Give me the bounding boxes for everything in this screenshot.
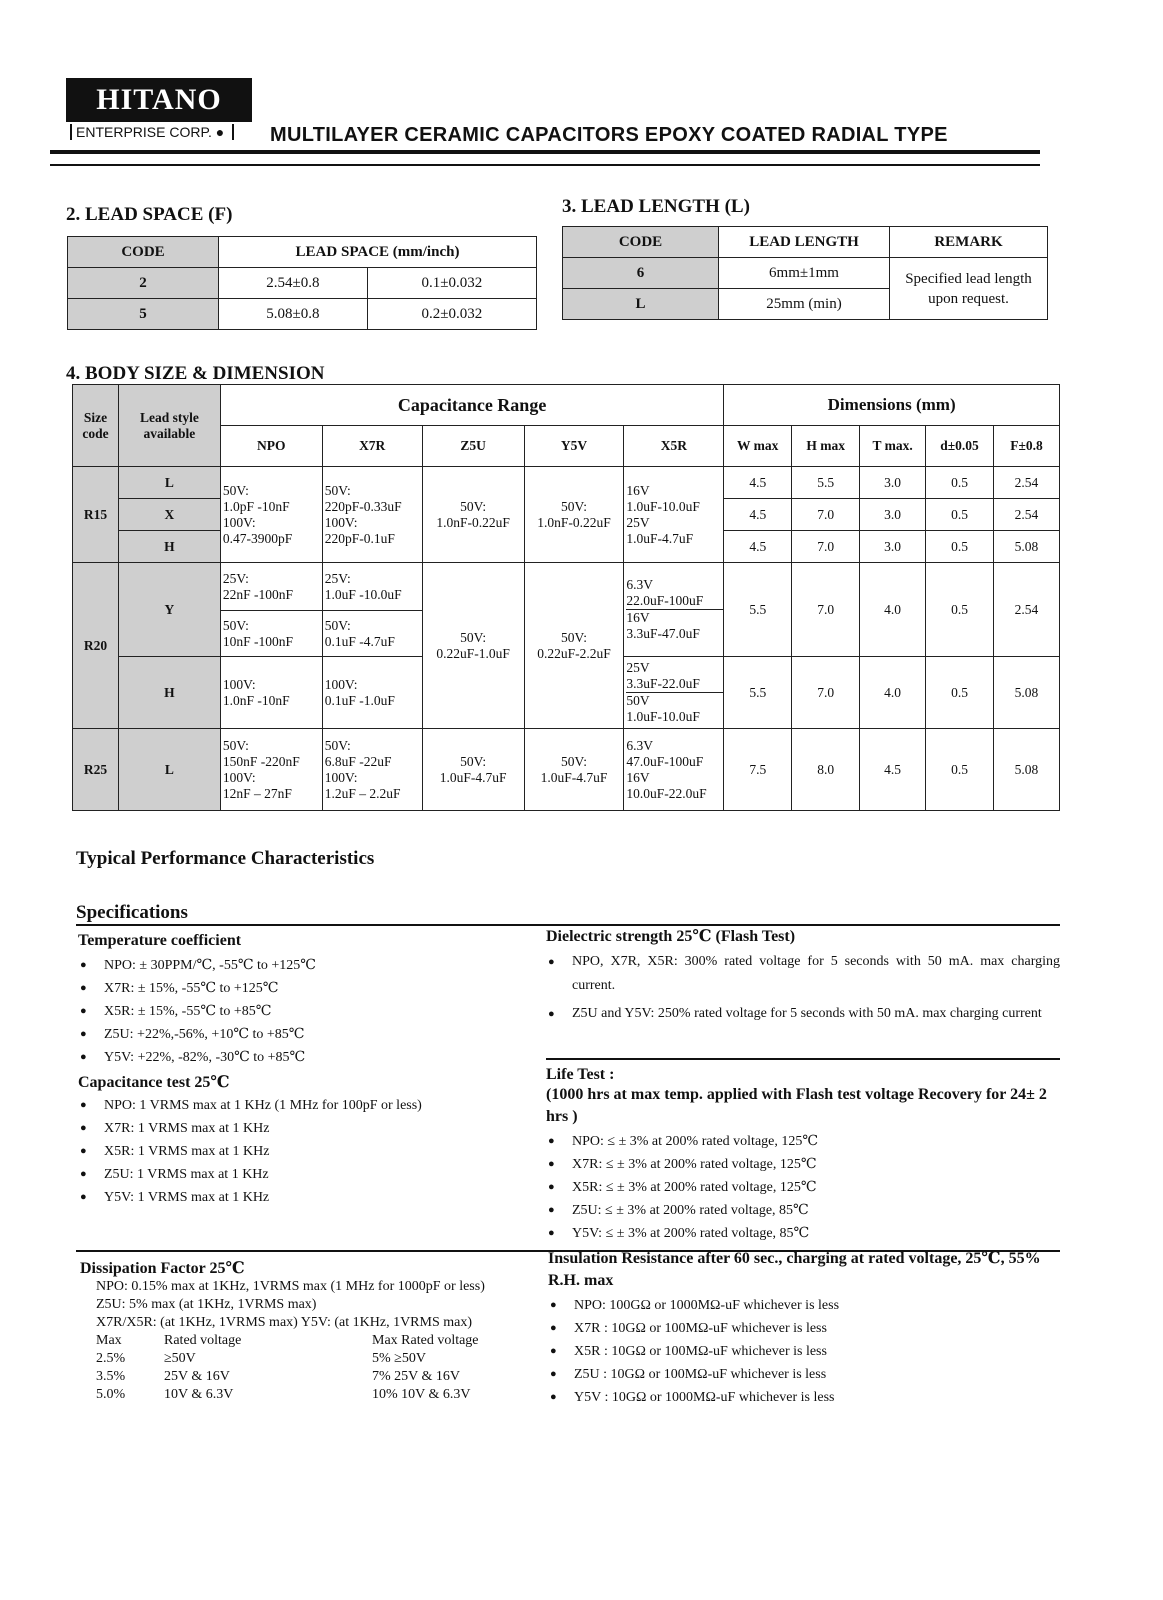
z5u-cell: 50V: 1.0uF-4.7uF [422, 729, 524, 811]
size-code-cell: R15 [73, 467, 119, 563]
dissipation-line: Z5U: 5% max (at 1KHz, 1VRMS max) [96, 1297, 317, 1312]
table-row: R15 L 50V: 1.0pF -10nF 100V: 0.47-3900pF 50V: 220pF-0.33uF 100V: 220pF-0.1uF 50V: 1.0nF-0.22uF 50V: 1.0nF-0.22uF 16V 1.0uF-10.0uF 25V 1.0uF-4.7uF 4.5 5.5 3.0 0.5 2.54 [73, 467, 1060, 499]
col-t-max: T max. [860, 426, 926, 467]
inch-cell: 0.1±0.032 [367, 268, 536, 299]
npo-cell: 50V: 150nF -220nF 100V: 12nF – 27nF [220, 729, 322, 811]
header-rule-thin [50, 164, 1040, 166]
table-row [68, 299, 537, 330]
typical-heading: Typical Performance Characteristics [76, 848, 375, 869]
col-y5v: Y5V [524, 426, 624, 467]
size-code-cell: R20 [73, 563, 119, 729]
list-item: ● X5R : 10GΩ or 100MΩ-uF whichever is less [548, 1340, 1060, 1363]
y5v-cell: 50V: 0.22uF-2.2uF [524, 563, 624, 729]
table-row: R25 L 50V: 150nF -220nF 100V: 12nF – 27nF 50V: 6.8uF -22uF 100V: 1.2uF – 2.2uF 50V: 1.0uF-4.7uF 50V: 1.0uF-4.7uF 6.3V 47.0uF-100uF 16V 10.0uF-22.0uF 7.5 8.0 4.5 0.5 5.08 [73, 729, 1060, 811]
col-lead-length: LEAD LENGTH [719, 227, 890, 258]
x7r-cell: 100V: 0.1uF -1.0uF [322, 657, 422, 729]
x5r-cell: 6.3V 22.0uF-100uF 16V 3.3uF-47.0uF [624, 563, 724, 657]
list-item: ● X5R: ≤ ± 3% at 200% rated voltage, 125℃ [546, 1176, 1060, 1199]
remark-cell: Specified lead length upon request. [890, 258, 1048, 320]
lead-space-heading: 2. LEAD SPACE (F) [66, 204, 233, 225]
table-row: R20 Y 25V: 22nF -100nF 25V: 1.0uF -10.0uF 50V: 0.22uF-1.0uF 50V: 0.22uF-2.2uF 6.3V 22.0uF-100uF 16V 3.3uF-47.0uF 5.5 7.0 4.0 0.5 2.54 [73, 563, 1060, 611]
col-code: CODE [563, 227, 719, 258]
header-rule [50, 150, 1040, 154]
npo-cell: 25V: 22nF -100nF [220, 563, 322, 611]
lead-length-table [562, 226, 1048, 320]
document-title: MULTILAYER CERAMIC CAPACITORS EPOXY COATED RADIAL TYPE [270, 124, 948, 146]
npo-cell: 100V: 1.0nF -10nF [220, 657, 322, 729]
col-d: d±0.05 [926, 426, 994, 467]
col-w-max: W max [724, 426, 792, 467]
list-item: ● Z5U and Y5V: 250% rated voltage for 5 seconds with 50 mA. max charging current [546, 1002, 1060, 1026]
size-code-cell: R25 [73, 729, 119, 811]
x5r-cell: 25V 3.3uF-22.0uF 50V 1.0uF-10.0uF [624, 657, 724, 729]
lead-cell: X [118, 499, 220, 531]
col-x5r: X5R [624, 426, 724, 467]
z5u-cell: 50V: 1.0nF-0.22uF [422, 467, 524, 563]
inch-cell: 0.2±0.032 [367, 299, 536, 330]
dielectric-title: Dielectric strength 25℃ (Flash Test) [546, 928, 796, 945]
list-item: ● X7R: ≤ ± 3% at 200% rated voltage, 125℃ [546, 1153, 1060, 1176]
list-item: ● X7R: 1 VRMS max at 1 KHz [78, 1117, 538, 1140]
life-test-title: Life Test : [546, 1066, 615, 1083]
lead-cell: Y [118, 563, 220, 657]
lead-cell: H [118, 657, 220, 729]
col-h-max: H max [792, 426, 860, 467]
life-test-sub: (1000 hrs at max temp. applied with Flash test voltage Recovery for 24± 2 hrs ) [546, 1086, 1047, 1125]
lead-cell: H [118, 531, 220, 563]
code-cell: L [563, 289, 719, 320]
z5u-cell: 50V: 0.22uF-1.0uF [422, 563, 524, 729]
lead-length-heading: 3. LEAD LENGTH (L) [562, 196, 750, 217]
table-row: H 100V: 1.0nF -10nF 100V: 0.1uF -1.0uF 25V 3.3uF-22.0uF 50V 1.0uF-10.0uF 5.5 7.0 4.0 0.5 5.08 [73, 657, 1060, 679]
body-size-heading: 4. BODY SIZE & DIMENSION [66, 363, 325, 384]
list-item: ● Z5U: 1 VRMS max at 1 KHz [78, 1163, 538, 1186]
cap-test-section [78, 1072, 538, 1209]
specifications-heading: Specifications [76, 902, 188, 923]
code-cell: 2 [68, 268, 219, 299]
list-item: ● Z5U: ≤ ± 3% at 200% rated voltage, 85℃ [546, 1199, 1060, 1222]
company-logo: HITANO [66, 78, 252, 122]
body-size-table [72, 384, 1060, 811]
col-z5u: Z5U [422, 426, 524, 467]
insulation-title: Insulation Resistance after 60 sec., charging at rated voltage, 25℃, 55% R.H. max [548, 1250, 1041, 1289]
list-item: ● Z5U : 10GΩ or 100MΩ-uF whichever is less [548, 1363, 1060, 1386]
table-row: X 4.5 7.0 3.0 0.5 2.54 [73, 499, 1060, 531]
col-lead-style: Lead style available [118, 385, 220, 467]
temp-coef-title: Temperature coefficient [78, 932, 242, 949]
col-x7r: X7R [322, 426, 422, 467]
x7r-cell: 50V: 0.1uF -4.7uF [322, 611, 422, 657]
list-item: ● X7R : 10GΩ or 100MΩ-uF whichever is less [548, 1317, 1060, 1340]
list-item: ● NPO: 100GΩ or 1000MΩ-uF whichever is less [548, 1294, 1060, 1317]
col-size-code: Size code [73, 385, 119, 467]
list-item: ● NPO: 1 VRMS max at 1 KHz (1 MHz for 100pF or less) [78, 1094, 538, 1117]
lead-cell: L [118, 729, 220, 811]
lead-space-table [67, 236, 537, 330]
list-item: ● Y5V: 1 VRMS max at 1 KHz [78, 1186, 538, 1209]
cap-test-title: Capacitance test 25℃ [78, 1074, 230, 1091]
enterprise-label: ENTERPRISE CORP. ● [66, 124, 238, 140]
table-row: H 4.5 7.0 3.0 0.5 5.08 [73, 531, 1060, 563]
dissipation-line: X7R/X5R: (at 1KHz, 1VRMS max) Y5V: (at 1KHz, 1VRMS max) [96, 1315, 473, 1330]
y5v-cell: 50V: 1.0uF-4.7uF [524, 729, 624, 811]
list-item: ● X5R: ± 15%, -55℃ to +85℃ [78, 1000, 538, 1023]
list-item: ● X5R: 1 VRMS max at 1 KHz [78, 1140, 538, 1163]
lead-cell: L [118, 467, 220, 499]
dissipation-line: NPO: 0.15% max at 1KHz, 1VRMS max (1 MHz for 1000pF or less) [96, 1279, 485, 1294]
mm-cell: 5.08±0.8 [219, 299, 368, 330]
npo-cell: 50V: 10nF -100nF [220, 611, 322, 657]
table-row [563, 258, 1048, 289]
life-test-section [546, 1066, 1060, 1245]
temp-coef-section [78, 932, 538, 1069]
length-cell: 6mm±1mm [719, 258, 890, 289]
dissipation-table: Max Rated voltage Max Rated voltage 2.5% ≥50V 5% ≥50V 3.5% 25V & 16V 7% 25V & 16V 5.0% 10V & 6.3V 10% 10V & 6.3V [96, 1333, 479, 1402]
y5v-cell: 50V: 1.0nF-0.22uF [524, 467, 624, 563]
list-item: ● Y5V: +22%, -82%, -30℃ to +85℃ [78, 1046, 538, 1069]
dissipation-title: Dissipation Factor 25℃ [80, 1260, 245, 1277]
col-capacitance-range: Capacitance Range [220, 385, 723, 426]
spec-rule [546, 1058, 1060, 1060]
list-item: ● Y5V : 10GΩ or 1000MΩ-uF whichever is less [548, 1386, 1060, 1409]
npo-cell: 50V: 1.0pF -10nF 100V: 0.47-3900pF [220, 467, 322, 563]
col-npo: NPO [220, 426, 322, 467]
col-dimensions: Dimensions (mm) [724, 385, 1060, 426]
col-f: F±0.8 [993, 426, 1059, 467]
list-item: ● NPO: ≤ ± 3% at 200% rated voltage, 125℃ [546, 1130, 1060, 1153]
list-item: ● Z5U: +22%,-56%, +10℃ to +85℃ [78, 1023, 538, 1046]
insulation-section [548, 1248, 1060, 1409]
list-item: ● Y5V: ≤ ± 3% at 200% rated voltage, 85℃ [546, 1222, 1060, 1245]
x5r-cell: 6.3V 47.0uF-100uF 16V 10.0uF-22.0uF [624, 729, 724, 811]
code-cell: 5 [68, 299, 219, 330]
mm-cell: 2.54±0.8 [219, 268, 368, 299]
col-lead-space: LEAD SPACE (mm/inch) [219, 237, 537, 268]
col-code: CODE [68, 237, 219, 268]
x7r-cell: 50V: 6.8uF -22uF 100V: 1.2uF – 2.2uF [322, 729, 422, 811]
list-item: ● NPO, X7R, X5R: 300% rated voltage for 5 seconds with 50 mA. max charging current. [546, 950, 1060, 998]
x7r-cell: 50V: 220pF-0.33uF 100V: 220pF-0.1uF [322, 467, 422, 563]
table-row [68, 268, 537, 299]
list-item: ● X7R: ± 15%, -55℃ to +125℃ [78, 977, 538, 1000]
code-cell: 6 [563, 258, 719, 289]
dielectric-section [546, 926, 1060, 1026]
dissipation-section [80, 1258, 542, 1404]
col-remark: REMARK [890, 227, 1048, 258]
x5r-cell: 16V 1.0uF-10.0uF 25V 1.0uF-4.7uF [624, 467, 724, 563]
x7r-cell: 25V: 1.0uF -10.0uF [322, 563, 422, 611]
length-cell: 25mm (min) [719, 289, 890, 320]
list-item: ● NPO: ± 30PPM/℃, -55℃ to +125℃ [78, 954, 538, 977]
